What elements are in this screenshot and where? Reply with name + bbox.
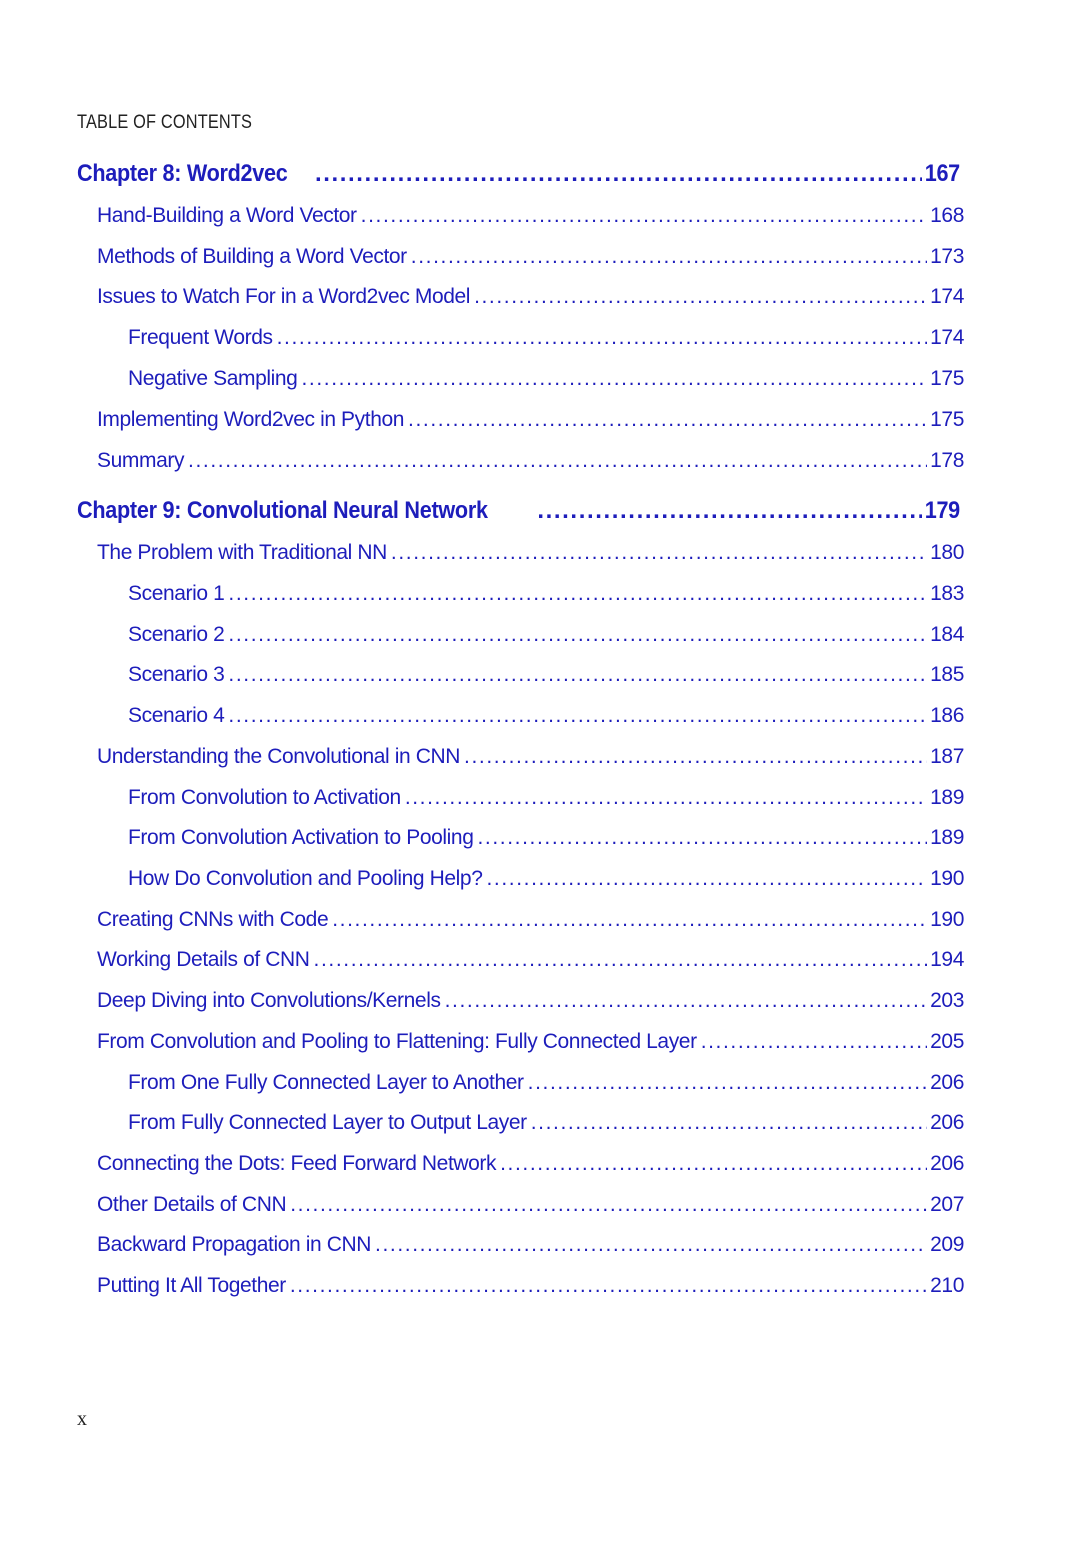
toc-entry-title: From Fully Connected Layer to Output Layer — [128, 1111, 527, 1134]
dot-leader — [701, 1030, 927, 1054]
toc-entry-page: 194 — [930, 948, 964, 971]
toc-entry-page: 167 — [924, 160, 960, 187]
toc-entry[interactable] — [128, 1111, 964, 1135]
toc-entry-title: Chapter 8: Word2vec — [77, 160, 288, 187]
toc-entry[interactable] — [97, 245, 964, 269]
toc-entry-page: 203 — [930, 989, 964, 1012]
toc-entry-page: 185 — [930, 663, 964, 686]
toc-entry[interactable] — [97, 449, 964, 473]
dot-leader — [290, 1274, 927, 1298]
dot-leader — [228, 623, 927, 647]
toc-entry[interactable] — [128, 582, 964, 606]
toc-entry[interactable] — [128, 663, 964, 687]
toc-entry-chapter-9[interactable] — [77, 497, 964, 525]
dot-leader — [464, 745, 927, 769]
dot-leader — [301, 367, 927, 391]
dot-leader — [315, 160, 922, 188]
toc-entry-page: 206 — [930, 1152, 964, 1175]
toc-entry-title: Scenario 1 — [128, 582, 225, 605]
toc-entry[interactable] — [97, 908, 964, 932]
dot-leader — [487, 867, 928, 891]
toc-entry-title: Hand-Building a Word Vector — [97, 204, 357, 227]
toc-entry[interactable] — [97, 1193, 964, 1217]
dot-leader — [408, 408, 927, 432]
dot-leader — [500, 1152, 927, 1176]
toc-entry-title: Other Details of CNN — [97, 1193, 287, 1216]
toc-entry-page: 178 — [930, 449, 964, 472]
toc-entry[interactable] — [97, 541, 964, 565]
toc-entry-title: Frequent Words — [128, 326, 273, 349]
toc-entry[interactable] — [128, 704, 964, 728]
toc-entry-page: 206 — [930, 1111, 964, 1134]
toc-entry-page: 175 — [930, 367, 964, 390]
toc-entry-page: 210 — [930, 1274, 964, 1297]
dot-leader — [537, 497, 921, 525]
toc-entry-page: 209 — [930, 1233, 964, 1256]
toc-entry-title: Deep Diving into Convolutions/Kernels — [97, 989, 441, 1012]
toc-entry[interactable] — [128, 623, 964, 647]
dot-leader — [445, 989, 928, 1013]
toc-entry-page: 187 — [930, 745, 964, 768]
toc-entry[interactable] — [128, 1071, 964, 1095]
toc-entry[interactable] — [97, 285, 964, 309]
toc-entry-title: Creating CNNs with Code — [97, 908, 329, 931]
dot-leader — [531, 1111, 927, 1135]
toc-entry[interactable] — [128, 367, 964, 391]
dot-leader — [474, 285, 927, 309]
toc-entry[interactable] — [97, 1233, 964, 1257]
dot-leader — [228, 582, 927, 606]
toc-entry-title: Scenario 2 — [128, 623, 225, 646]
toc-entry-chapter-8[interactable] — [77, 160, 964, 188]
toc-entry-title: From Convolution and Pooling to Flattening: Fully Connected Layer — [97, 1030, 697, 1053]
toc-entry-page: 175 — [930, 408, 964, 431]
toc-entry[interactable] — [128, 786, 964, 810]
dot-leader — [277, 326, 928, 350]
toc-entry-title: From One Fully Connected Layer to Another — [128, 1071, 524, 1094]
dot-leader — [188, 449, 927, 473]
dot-leader — [375, 1233, 927, 1257]
toc-entry[interactable] — [97, 1030, 964, 1054]
dot-leader — [405, 786, 927, 810]
toc-entry[interactable] — [97, 204, 964, 228]
toc-entry-title: Scenario 4 — [128, 704, 225, 727]
toc-entry-page: 190 — [930, 867, 964, 890]
toc-entry-title: Working Details of CNN — [97, 948, 310, 971]
dot-leader — [528, 1071, 928, 1095]
toc-entry-title: Connecting the Dots: Feed Forward Network — [97, 1152, 497, 1175]
toc-entry-title: The Problem with Traditional NN — [97, 541, 387, 564]
toc-entry-page: 206 — [930, 1071, 964, 1094]
toc-entry-page: 174 — [930, 285, 964, 308]
toc-entry-page: 180 — [930, 541, 964, 564]
toc-entry-title: Understanding the Convolutional in CNN — [97, 745, 461, 768]
toc-entry-title: Implementing Word2vec in Python — [97, 408, 405, 431]
toc-entry-title: Putting It All Together — [97, 1274, 286, 1297]
running-head: TABLE OF CONTENTS — [77, 112, 253, 133]
toc-entry[interactable] — [97, 948, 964, 972]
toc-entry-title: Scenario 3 — [128, 663, 225, 686]
toc-entry[interactable] — [97, 1152, 964, 1176]
dot-leader — [228, 704, 927, 728]
toc-entry[interactable] — [128, 826, 964, 850]
dot-leader — [478, 826, 928, 850]
toc-entry-page: 174 — [930, 326, 964, 349]
toc-entry-title: Issues to Watch For in a Word2vec Model — [97, 285, 471, 308]
toc-entry-page: 189 — [930, 786, 964, 809]
toc-entry-title: Methods of Building a Word Vector — [97, 245, 407, 268]
toc-entry-page: 168 — [930, 204, 964, 227]
toc-entry-page: 184 — [930, 623, 964, 646]
toc-entry-page: 205 — [930, 1030, 964, 1053]
toc-entry-title: Backward Propagation in CNN — [97, 1233, 372, 1256]
dot-leader — [290, 1193, 927, 1217]
toc-entry-page: 207 — [930, 1193, 964, 1216]
toc-entry-title: Chapter 9: Convolutional Neural Network — [77, 497, 488, 524]
dot-leader — [314, 948, 928, 972]
toc-entry-page: 179 — [924, 497, 960, 524]
toc-entry-title: Summary — [97, 449, 185, 472]
dot-leader — [411, 245, 927, 269]
dot-leader — [228, 663, 927, 687]
toc-entry[interactable] — [97, 989, 964, 1013]
toc-entry[interactable] — [128, 326, 964, 350]
toc-entry-title: How Do Convolution and Pooling Help? — [128, 867, 483, 890]
toc-entry-title: From Convolution Activation to Pooling — [128, 826, 474, 849]
toc-entry-page: 186 — [930, 704, 964, 727]
toc-entry-title: From Convolution to Activation — [128, 786, 401, 809]
dot-leader — [391, 541, 927, 565]
toc-entry[interactable] — [97, 408, 964, 432]
toc-entry-title: Negative Sampling — [128, 367, 298, 390]
toc-entry-page: 183 — [930, 582, 964, 605]
toc-entry[interactable] — [97, 1274, 964, 1298]
toc-entry-page: 189 — [930, 826, 964, 849]
page-number: x — [77, 1408, 87, 1430]
toc-entry[interactable] — [97, 745, 964, 769]
toc-entry-page: 190 — [930, 908, 964, 931]
dot-leader — [361, 204, 928, 228]
toc-entry-page: 173 — [930, 245, 964, 268]
toc-entry[interactable] — [128, 867, 964, 891]
dot-leader — [332, 908, 927, 932]
